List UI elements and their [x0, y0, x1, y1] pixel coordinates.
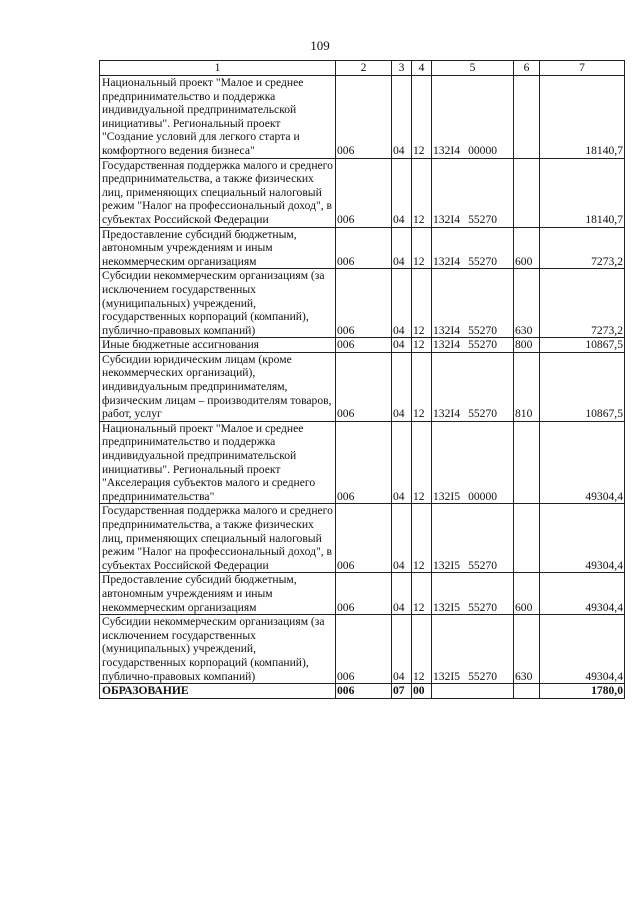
row-name: ОБРАЗОВАНИЕ	[100, 684, 336, 699]
row-name: Государственная поддержка малого и среднего предпринимательства, а также физических лиц, применяющих специальный налоговый режим "Налог на профессиональный доход", в субъектах Российской Федерации	[100, 504, 336, 573]
row-expense-type	[514, 158, 540, 227]
row-section: 04	[392, 227, 412, 269]
row-amount: 49304,4	[540, 573, 625, 615]
row-subsection: 12	[412, 504, 432, 573]
row-direction: 55270	[468, 212, 498, 226]
header-col-5: 5	[432, 61, 514, 76]
row-name: Иные бюджетные ассигнования	[100, 338, 336, 353]
row-amount: 49304,4	[540, 504, 625, 573]
row-section: 07	[392, 684, 412, 699]
header-col-7: 7	[540, 61, 625, 76]
row-direction: 55270	[468, 558, 498, 572]
row-subsection: 12	[412, 573, 432, 615]
row-section: 04	[392, 76, 412, 159]
row-name: Предоставление субсидий бюджетным, автономным учреждениям и иным некоммерческим организациям	[100, 227, 336, 269]
row-expense-type: 630	[514, 269, 540, 338]
table-row	[100, 352, 625, 421]
header-col-1: 1	[100, 61, 336, 76]
row-program: 132I5	[433, 489, 461, 503]
row-amount: 1780,0	[540, 684, 625, 699]
row-program: 132I4	[433, 212, 461, 226]
row-subsection: 00	[412, 684, 432, 699]
row-subsection: 12	[412, 338, 432, 353]
row-expense-type: 800	[514, 338, 540, 353]
row-name: Государственная поддержка малого и среднего предпринимательства, а также физических лиц, применяющих специальный налоговый режим "Налог на профессиональный доход", в субъектах Российской Федерации	[100, 158, 336, 227]
row-direction: 55270	[468, 254, 498, 268]
row-expense-type	[514, 504, 540, 573]
row-ministry: 006	[336, 573, 392, 615]
row-ministry: 006	[336, 227, 392, 269]
row-ministry: 006	[336, 684, 392, 699]
row-target-code	[432, 352, 514, 421]
row-ministry: 006	[336, 615, 392, 684]
row-section: 04	[392, 615, 412, 684]
page-number: 109	[310, 38, 330, 53]
row-program: 132I4	[433, 254, 461, 268]
row-target-code	[432, 684, 514, 699]
row-target-code	[432, 421, 514, 504]
row-amount: 18140,7	[540, 76, 625, 159]
row-name: Предоставление субсидий бюджетным, автономным учреждениям и иным некоммерческим организациям	[100, 573, 336, 615]
row-section: 04	[392, 421, 412, 504]
row-program: 132I5	[433, 600, 461, 614]
table-row	[100, 421, 625, 504]
row-section: 04	[392, 573, 412, 615]
row-ministry: 006	[336, 269, 392, 338]
header-col-6: 6	[514, 61, 540, 76]
row-section: 04	[392, 504, 412, 573]
row-program: 132I4	[433, 143, 461, 157]
row-amount: 7273,2	[540, 227, 625, 269]
row-amount: 10867,5	[540, 338, 625, 353]
row-ministry: 006	[336, 421, 392, 504]
row-target-code	[432, 338, 514, 353]
budget-table	[99, 60, 625, 699]
row-subsection: 12	[412, 227, 432, 269]
table-row	[100, 338, 625, 353]
row-name: Национальный проект "Малое и среднее предпринимательство и поддержка индивидуальной предпринимательской инициативы". Региональный проект "Создание условий для легкого старта и комфортного ведения бизнеса"	[100, 76, 336, 159]
row-expense-type: 600	[514, 573, 540, 615]
row-target-code	[432, 76, 514, 159]
row-program: 132I4	[433, 323, 461, 337]
row-section: 04	[392, 269, 412, 338]
row-direction: 55270	[468, 669, 498, 683]
row-program: 132I5	[433, 669, 461, 683]
row-ministry: 006	[336, 338, 392, 353]
table-row	[100, 269, 625, 338]
row-subsection: 12	[412, 421, 432, 504]
row-amount: 49304,4	[540, 421, 625, 504]
table-row	[100, 573, 625, 615]
row-program: 132I4	[433, 407, 461, 421]
header-col-3: 3	[392, 61, 412, 76]
row-name: Национальный проект "Малое и среднее предпринимательство и поддержка индивидуальной предпринимательской инициативы". Региональный проект "Акселерация субъектов малого и среднего предпринимательства"	[100, 421, 336, 504]
row-section: 04	[392, 338, 412, 353]
header-col-4: 4	[412, 61, 432, 76]
table-row	[100, 504, 625, 573]
row-subsection: 12	[412, 615, 432, 684]
row-target-code	[432, 269, 514, 338]
header-col-2: 2	[336, 61, 392, 76]
row-expense-type	[514, 76, 540, 159]
row-target-code	[432, 227, 514, 269]
row-direction: 55270	[468, 600, 498, 614]
row-direction: 00000	[468, 143, 498, 157]
row-name: Субсидии юридическим лицам (кроме некоммерческих организаций), индивидуальным предпринимателям, физическим лицам – производителям товаров, работ, услуг	[100, 352, 336, 421]
row-name: Субсидии некоммерческим организациям (за исключением государственных (муниципальных) учреждений, государственных корпораций (компаний), публично-правовых компаний)	[100, 615, 336, 684]
row-ministry: 006	[336, 76, 392, 159]
table-row	[100, 227, 625, 269]
row-expense-type: 630	[514, 615, 540, 684]
row-amount: 18140,7	[540, 158, 625, 227]
row-amount: 49304,4	[540, 615, 625, 684]
row-expense-type	[514, 421, 540, 504]
row-expense-type	[514, 684, 540, 699]
table-row	[100, 615, 625, 684]
row-target-code	[432, 504, 514, 573]
row-subsection: 12	[412, 269, 432, 338]
row-expense-type: 810	[514, 352, 540, 421]
row-target-code	[432, 573, 514, 615]
table-row	[100, 684, 625, 699]
row-subsection: 12	[412, 158, 432, 227]
row-amount: 7273,2	[540, 269, 625, 338]
row-program: 132I4	[433, 338, 461, 352]
table-body	[100, 76, 625, 699]
row-subsection: 12	[412, 76, 432, 159]
row-expense-type: 600	[514, 227, 540, 269]
row-name: Субсидии некоммерческим организациям (за исключением государственных (муниципальных) учреждений, государственных корпораций (компаний), публично-правовых компаний)	[100, 269, 336, 338]
row-direction: 00000	[468, 489, 498, 503]
row-program: 132I5	[433, 558, 461, 572]
row-ministry: 006	[336, 504, 392, 573]
table-row	[100, 158, 625, 227]
row-direction: 55270	[468, 338, 498, 352]
table-header-row	[100, 61, 625, 76]
row-subsection: 12	[412, 352, 432, 421]
row-direction: 55270	[468, 323, 498, 337]
row-ministry: 006	[336, 158, 392, 227]
row-target-code	[432, 615, 514, 684]
row-section: 04	[392, 352, 412, 421]
row-direction: 55270	[468, 407, 498, 421]
row-ministry: 006	[336, 352, 392, 421]
row-target-code	[432, 158, 514, 227]
table-row	[100, 76, 625, 159]
row-amount: 10867,5	[540, 352, 625, 421]
row-section: 04	[392, 158, 412, 227]
